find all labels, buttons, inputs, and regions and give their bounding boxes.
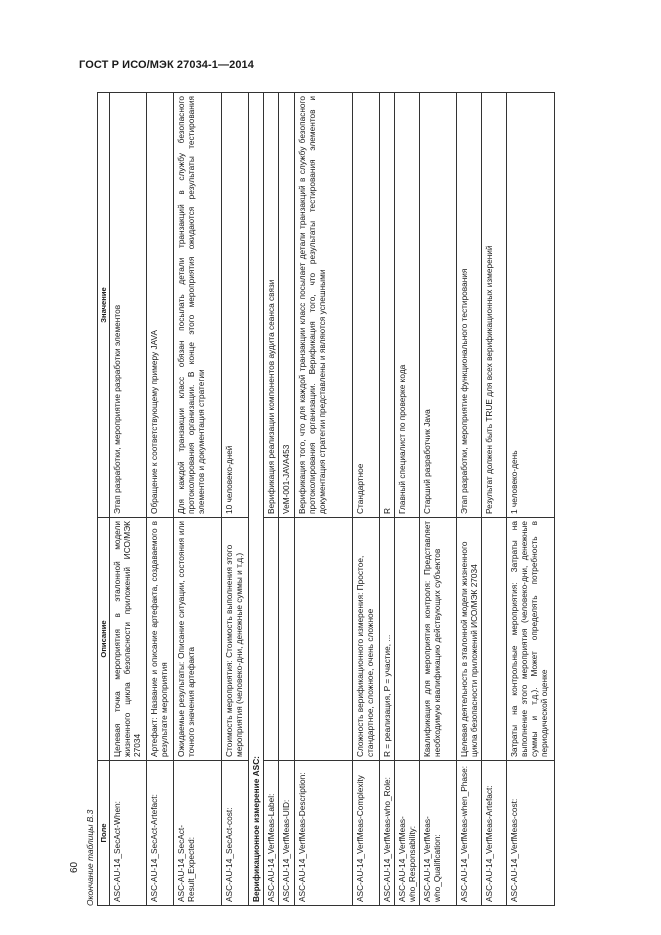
- field-cell: ASC-AU-14_VerfMeas-who_Qualification:: [419, 761, 456, 906]
- field-cell: ASC-AU-14_VerfMeas-Artefact:: [482, 761, 507, 906]
- field-cell: ASC-AU-14_VerfMeas-when_Phase:: [456, 761, 481, 906]
- value-cell: VeM-001-JAVA453: [279, 93, 294, 518]
- table-row: [279, 93, 294, 906]
- table-header-row: [98, 93, 110, 906]
- table-row: [456, 93, 481, 906]
- page-number: 60: [69, 861, 80, 873]
- value-cell: Этап разработки, мероприятие функционального тестирования: [456, 93, 481, 518]
- field-cell: ASC-AU-14_SecAct-When:: [110, 761, 147, 906]
- column-header-value: Значение: [98, 93, 110, 518]
- page-header: ГОСТ Р ИСО/МЭК 27034-1—2014: [79, 59, 254, 71]
- value-cell: Верификация реализации компонентов аудита сеанса связи: [264, 93, 279, 518]
- column-header-field: Поле: [98, 761, 110, 906]
- field-cell: ASC-AU-14_SecAct-Result_Expected:: [174, 761, 222, 906]
- description-cell: Артефакт: Название и описание артефакта, создаваемого в результате мероприятия: [147, 518, 174, 761]
- value-cell: 1 человеко-день: [507, 93, 555, 518]
- table-row: [110, 93, 147, 906]
- field-cell: ASC-AU-14_VerfMeas-who_Responsability:: [394, 761, 419, 906]
- value-cell: 10 человеко-дней: [222, 93, 249, 518]
- value-cell: Главный специалист по проверке кода: [394, 93, 419, 518]
- table-caption: Окончание таблицы В.3: [85, 809, 95, 906]
- description-cell: Затраты на контрольные мероприятия: Затраты на выполнение этого мероприятия (человеко-дни, денежные суммы и т.д.). Может определять потребность в периодической оценке: [507, 518, 555, 761]
- value-cell: Верификация того, что для каждой транзакции класс посылает детали транзакций в службу безопасного протоколирования организации. Верификация того, что результаты тестирования элементов и документация стратегии представлены и являются успешными: [294, 93, 352, 518]
- value-cell: R: [379, 93, 394, 518]
- table-row: [379, 93, 394, 906]
- field-cell: ASC-AU-14_SecAct-cost:: [222, 761, 249, 906]
- description-cell: [279, 518, 294, 761]
- value-cell: Результат должен быть TRUE для всех верификационных измерений: [482, 93, 507, 518]
- value-cell: Для каждой транзакции класс обязан посылать детали транзакций в службу безопасного протоколирования организации. В конце этого мероприятия ожидаются результаты тестирования элементов и документация стратегии: [174, 93, 222, 518]
- table-row: [394, 93, 419, 906]
- table-row: [482, 93, 507, 906]
- table-row: [294, 93, 352, 906]
- field-cell: ASC-AU-14_SecAct-Artefact:: [147, 761, 174, 906]
- description-cell: [394, 518, 419, 761]
- value-cell: Обращение к соответствующему примеру JAVA: [147, 93, 174, 518]
- column-header-description: Описание: [98, 518, 110, 761]
- description-cell: Стоимость мероприятия: Стоимость выполнения этого мероприятия (человеко-дни, денежные суммы и т.д.): [222, 518, 249, 761]
- field-cell: ASC-AU-14_VerfMeas-who_Role:: [379, 761, 394, 906]
- field-cell: ASC-AU-14_VerfMeas-UID:: [279, 761, 294, 906]
- value-cell: Старший разработчик Java: [419, 93, 456, 518]
- section-title: Верификационное измерение ASC:: [249, 93, 264, 906]
- description-cell: Ожидаемые результаты: Описание ситуации, состояния или точного значения артефакта: [174, 518, 222, 761]
- description-cell: Квалификация для мероприятия контроля: Представляет необходимую квалификацию действующих субъектов: [419, 518, 456, 761]
- description-cell: [264, 518, 279, 761]
- table-row: [352, 93, 379, 906]
- rotated-table-block: [84, 93, 558, 906]
- description-cell: [482, 518, 507, 761]
- description-cell: Целевая деятельность в эталонной модели жизненного цикла безопасности приложений ИСО/МЭК 27034: [456, 518, 481, 761]
- description-cell: [294, 518, 352, 761]
- table-row: [264, 93, 279, 906]
- value-cell: Этап разработки, мероприятие разработки элементов: [110, 93, 147, 518]
- section-row: [249, 93, 264, 906]
- table-row: [507, 93, 555, 906]
- description-cell: Сложность верификационного измерения: Простое, стандартное, сложное, очень сложное: [352, 518, 379, 761]
- definitions-table: [97, 92, 555, 906]
- description-cell: Целевая точка мероприятия в эталонной модели жизненного цикла безопасности приложений ИСО/МЭК 27034: [110, 518, 147, 761]
- field-cell: ASC-AU-14_VerfMeas-Label:: [264, 761, 279, 906]
- field-cell: ASC-AU-14_VerfMeas-Description:: [294, 761, 352, 906]
- description-cell: R = реализация, P = участие, ...: [379, 518, 394, 761]
- field-cell: ASC-AU-14_VerfMeas-cost:: [507, 761, 555, 906]
- table-row: [147, 93, 174, 906]
- table-row: [222, 93, 249, 906]
- table-row: [174, 93, 222, 906]
- value-cell: Стандартное: [352, 93, 379, 518]
- field-cell: ASC-AU-14_VerfMeas-Complexity: [352, 761, 379, 906]
- table-row: [419, 93, 456, 906]
